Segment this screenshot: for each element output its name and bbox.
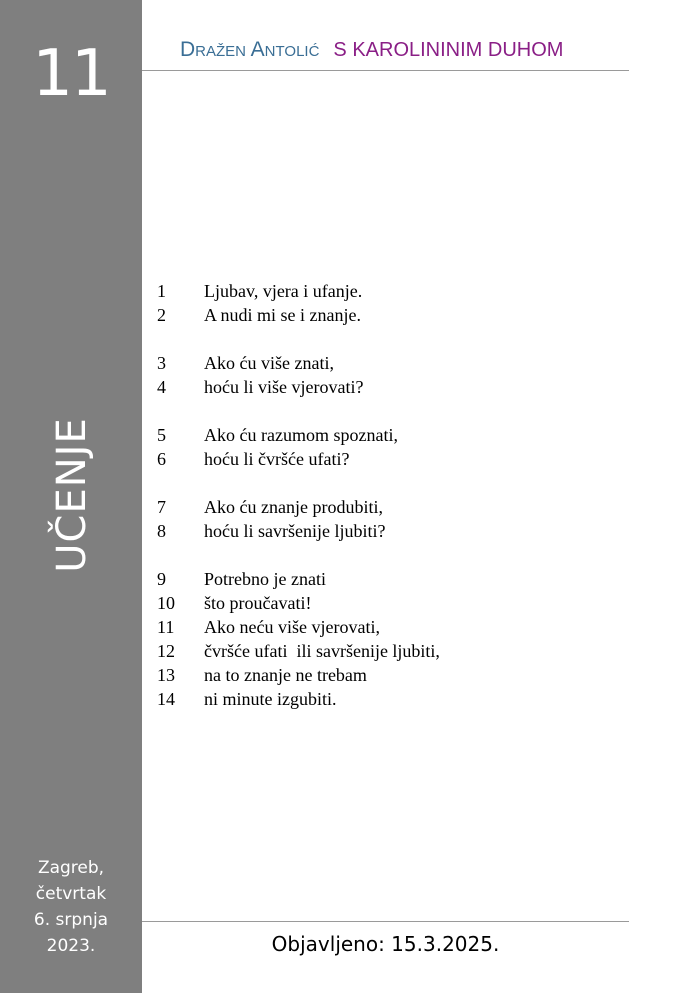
poem	[157, 279, 440, 711]
stanza-gap	[157, 543, 440, 567]
line-number: 8	[157, 521, 166, 541]
line-number: 4	[157, 377, 166, 397]
header-divider	[142, 70, 629, 71]
date-line-weekday: četvrtak	[35, 884, 107, 904]
line-number: 1	[157, 281, 166, 301]
line-text: što proučavati!	[204, 593, 312, 613]
line-text: Ako neću više vjerovati,	[204, 617, 380, 637]
line-text: Ako ću razumom spoznati,	[204, 425, 398, 445]
poem-line	[157, 495, 440, 519]
line-text: hoću li čvršće ufati?	[204, 449, 350, 469]
line-number: 10	[157, 593, 175, 613]
line-number: 3	[157, 353, 166, 373]
poem-line	[157, 591, 440, 615]
poem-line	[157, 423, 440, 447]
stanza-gap	[157, 399, 440, 423]
poem-line	[157, 567, 440, 591]
poem-line	[157, 663, 440, 687]
published-date: Objavljeno: 15.3.2025.	[271, 932, 500, 956]
stanza-gap	[157, 327, 440, 351]
line-number: 11	[157, 617, 175, 637]
poem-line	[157, 639, 440, 663]
line-text: Ako ću znanje produbiti,	[204, 497, 383, 517]
line-text: Potrebno je znati	[204, 569, 326, 589]
poem-line	[157, 687, 440, 711]
poem-line	[157, 519, 440, 543]
poem-line	[157, 303, 440, 327]
sidebar	[0, 0, 142, 993]
date-block	[0, 855, 142, 959]
stanza-gap	[157, 471, 440, 495]
line-number: 13	[157, 665, 175, 685]
date-line-year: 2023.	[46, 936, 96, 956]
date-line-day-month: 6. srpnja	[33, 910, 109, 930]
line-number: 5	[157, 425, 166, 445]
book-title: S KAROLININIM DUHOM	[333, 39, 564, 61]
line-text: ni minute izgubiti.	[204, 689, 337, 709]
date-line-place: Zagreb,	[37, 858, 105, 878]
line-number: 9	[157, 569, 166, 589]
section-title: UČENJE	[49, 417, 95, 573]
poem-line	[157, 279, 440, 303]
line-text: hoću li više vjerovati?	[204, 377, 364, 397]
line-number: 2	[157, 305, 166, 325]
line-text: Ljubav, vjera i ufanje.	[204, 281, 363, 301]
poem-line	[157, 615, 440, 639]
line-number: 6	[157, 449, 166, 469]
poem-line	[157, 375, 440, 399]
poem-line	[157, 351, 440, 375]
page-number: 11	[32, 37, 110, 111]
line-text: na to znanje ne trebam	[204, 665, 367, 685]
page-header	[180, 38, 563, 62]
line-number: 14	[157, 689, 175, 709]
author-name: Dražen Antolić	[180, 38, 320, 61]
line-text: A nudi mi se i znanje.	[204, 305, 361, 325]
poem-line	[157, 447, 440, 471]
line-number: 12	[157, 641, 175, 661]
line-text: Ako ću više znati,	[204, 353, 334, 373]
footer-divider	[142, 921, 629, 922]
line-number: 7	[157, 497, 166, 517]
line-text: čvršće ufati ili savršenije ljubiti,	[204, 641, 440, 661]
line-text: hoću li savršenije ljubiti?	[204, 521, 386, 541]
